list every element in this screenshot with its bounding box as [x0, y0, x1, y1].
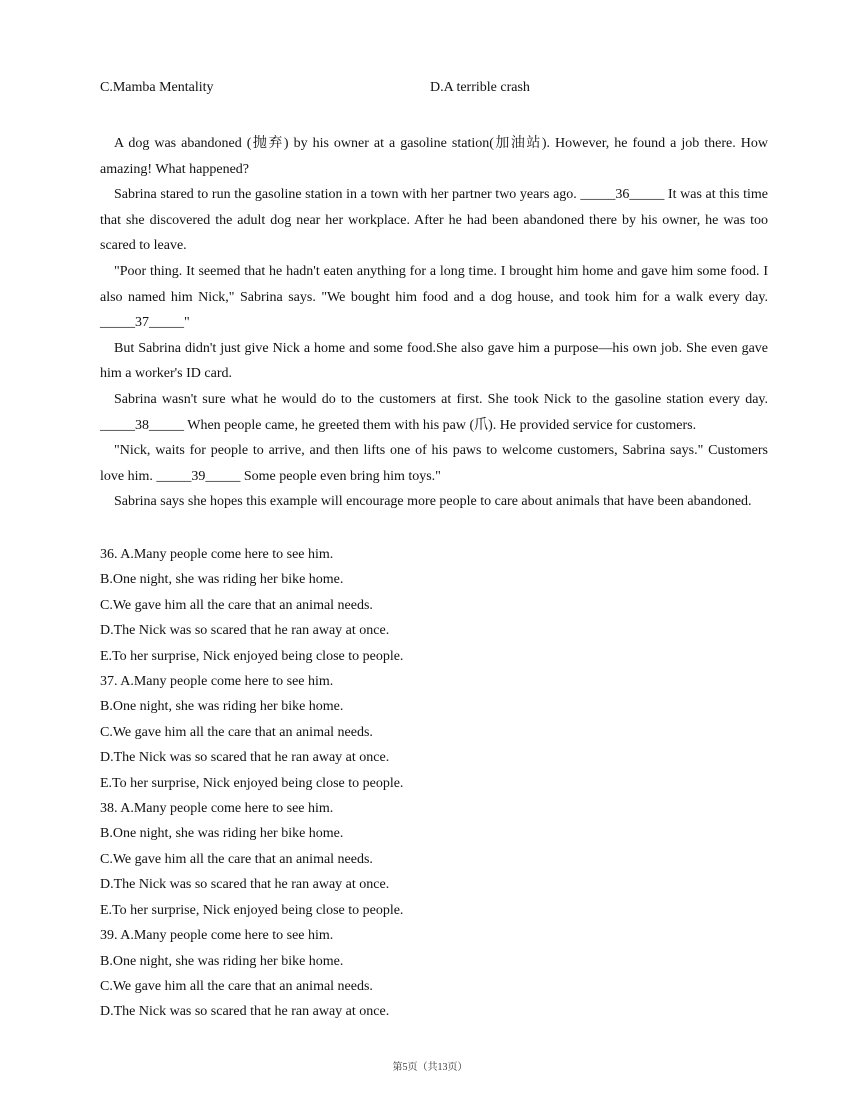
page-footer: 第5页（共13页） — [392, 1062, 468, 1073]
question-option-line: 37. A.Many people come here to see him. — [100, 674, 334, 690]
question-options-list — [100, 542, 768, 1025]
question-option-line: C.We gave him all the care that an animal needs. — [100, 724, 373, 740]
question-option-line: C.We gave him all the care that an animal needs. — [100, 851, 373, 867]
option-c: C.Mamba Mentality — [100, 80, 214, 95]
question-option-line: 39. A.Many people come here to see him. — [100, 928, 334, 944]
passage-paragraph: "Nick, waits for people to arrive, and then lifts one of his paws to welcome customers, Sabrina says." Customers love him. _____39_____ Some people even bring him toys." — [100, 443, 768, 484]
question-option-line: E.To her surprise, Nick enjoyed being close to people. — [100, 648, 404, 664]
previous-question-options — [100, 80, 780, 98]
question-option-line: E.To her surprise, Nick enjoyed being close to people. — [100, 775, 404, 791]
option-d: D.A terrible crash — [430, 80, 530, 95]
question-option-line: 38. A.Many people come here to see him. — [100, 801, 334, 817]
passage-paragraph: A dog was abandoned (抛弃) by his owner at a gasoline station(加油站). However, he found a job there. How amazing! What happened? — [100, 136, 768, 177]
question-option-line: C.We gave him all the care that an animal needs. — [100, 597, 373, 613]
question-option-line: 36. A.Many people come here to see him. — [100, 547, 334, 562]
question-option-line: D.The Nick was so scared that he ran away at once. — [100, 623, 390, 639]
question-option-line: E.To her surprise, Nick enjoyed being close to people. — [100, 902, 404, 918]
passage-paragraph: Sabrina wasn't sure what he would do to the customers at first. She took Nick to the gasoline station every day. _____38_____ When people came, he greeted them with his paw (爪). He provided service for customers. — [100, 391, 768, 433]
question-option-line: C.We gave him all the care that an animal needs. — [100, 978, 373, 994]
question-option-line: D.The Nick was so scared that he ran away at once. — [100, 750, 390, 766]
question-option-line: B.One night, she was riding her bike home. — [100, 953, 344, 969]
passage-paragraph: Sabrina stared to run the gasoline station in a town with her partner two years ago. _____36_____ It was at this time that she discovered the adult dog near her workplace. After he had been abandoned there by his owner, he was too scared to leave. — [100, 187, 768, 254]
passage-paragraph: "Poor thing. It seemed that he hadn't eaten anything for a long time. I brought him home and gave him some food. I also named him Nick," Sabrina says. "We bought him food and a dog house, and took him for a walk every day. _____37_____" — [100, 263, 768, 331]
question-option-line: B.One night, she was riding her bike home. — [100, 699, 344, 715]
passage-paragraph: Sabrina says she hopes this example will encourage more people to care about animals that have been abandoned. — [114, 494, 752, 510]
question-option-line: D.The Nick was so scared that he ran away at once. — [100, 877, 390, 893]
question-option-line: D.The Nick was so scared that he ran away at once. — [100, 1004, 390, 1020]
question-option-line: B.One night, she was riding her bike home. — [100, 572, 344, 588]
passage-paragraph: But Sabrina didn't just give Nick a home and some food.She also gave him a purpose—his own job. She even gave him a worker's ID card. — [100, 340, 768, 382]
reading-passage — [100, 131, 768, 515]
question-option-line: B.One night, she was riding her bike home. — [100, 826, 344, 842]
